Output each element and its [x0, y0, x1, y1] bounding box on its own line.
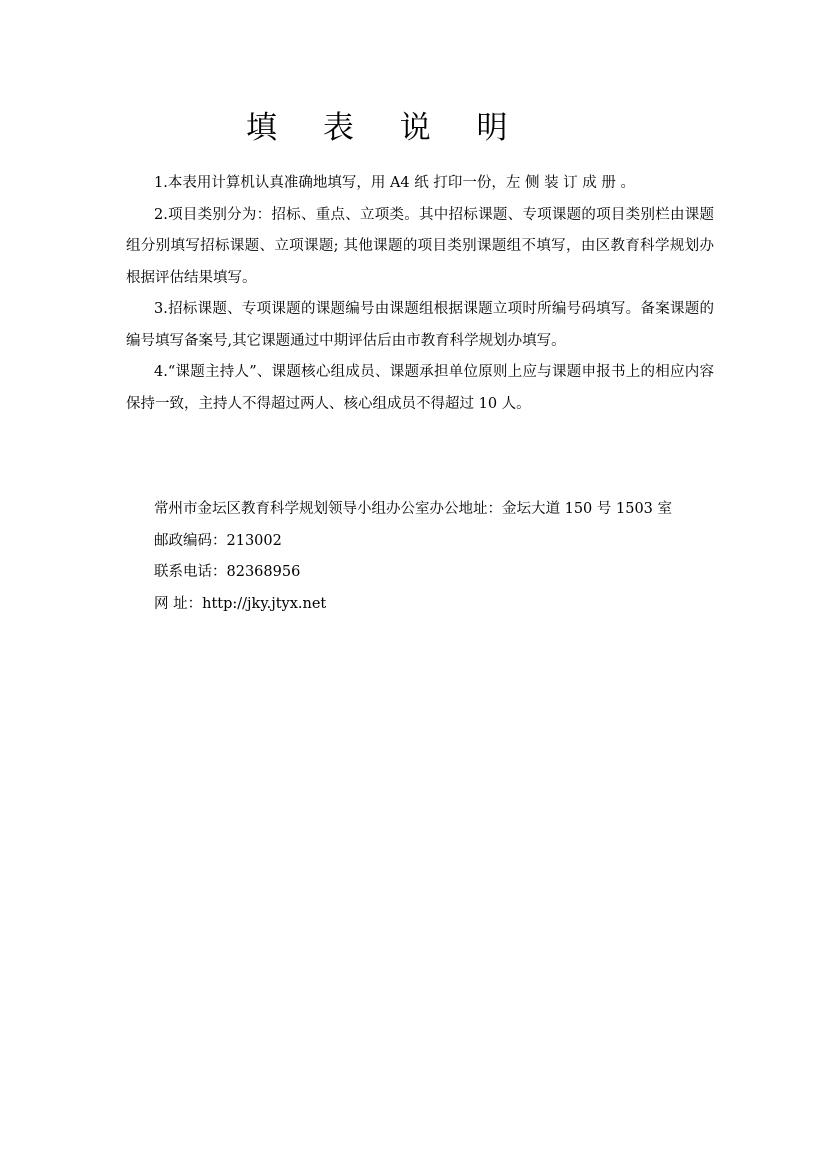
phone-number: 联系电话：82368956: [154, 564, 301, 580]
instruction-item-3: 3.招标课题、专项课题的课题编号由课题组根据课题立项时所编号码填写。备案课题的编号填写备案号,其它课题通过中期评估后由市教育科学规划办填写。: [126, 301, 714, 349]
website-url: 网 址：http://jky.jtyx.net: [154, 595, 327, 612]
instruction-item-2: 2.项目类别分为：招标、重点、立项类。其中招标课题、专项课题的项目类别栏由课题组分别填写招标课题、立项课题; 其他课题的项目类别课题组不填写，由区教育科学规划办根据评估结果填写。: [126, 206, 714, 286]
office-address: 常州市金坛区教育科学规划领导小组办公室办公地址：金坛大道 150 号 1503 室: [154, 501, 673, 517]
contact-section: [126, 494, 714, 620]
postcode: 邮政编码：213002: [154, 532, 282, 549]
instructions-section: [126, 168, 714, 420]
instruction-item-4: 4.“课题主持人”、课题核心组成员、课题承担单位原则上应与课题申报书上的相应内容保持一致，主持人不得超过两人、核心组成员不得超过 10 人。: [126, 364, 714, 412]
page-title: 填 表 说 明: [246, 110, 526, 146]
instruction-item-1: 1.本表用计算机认真准确地填写，用 A4 纸 打印一份，左 侧 装 订 成 册 。: [154, 175, 636, 191]
